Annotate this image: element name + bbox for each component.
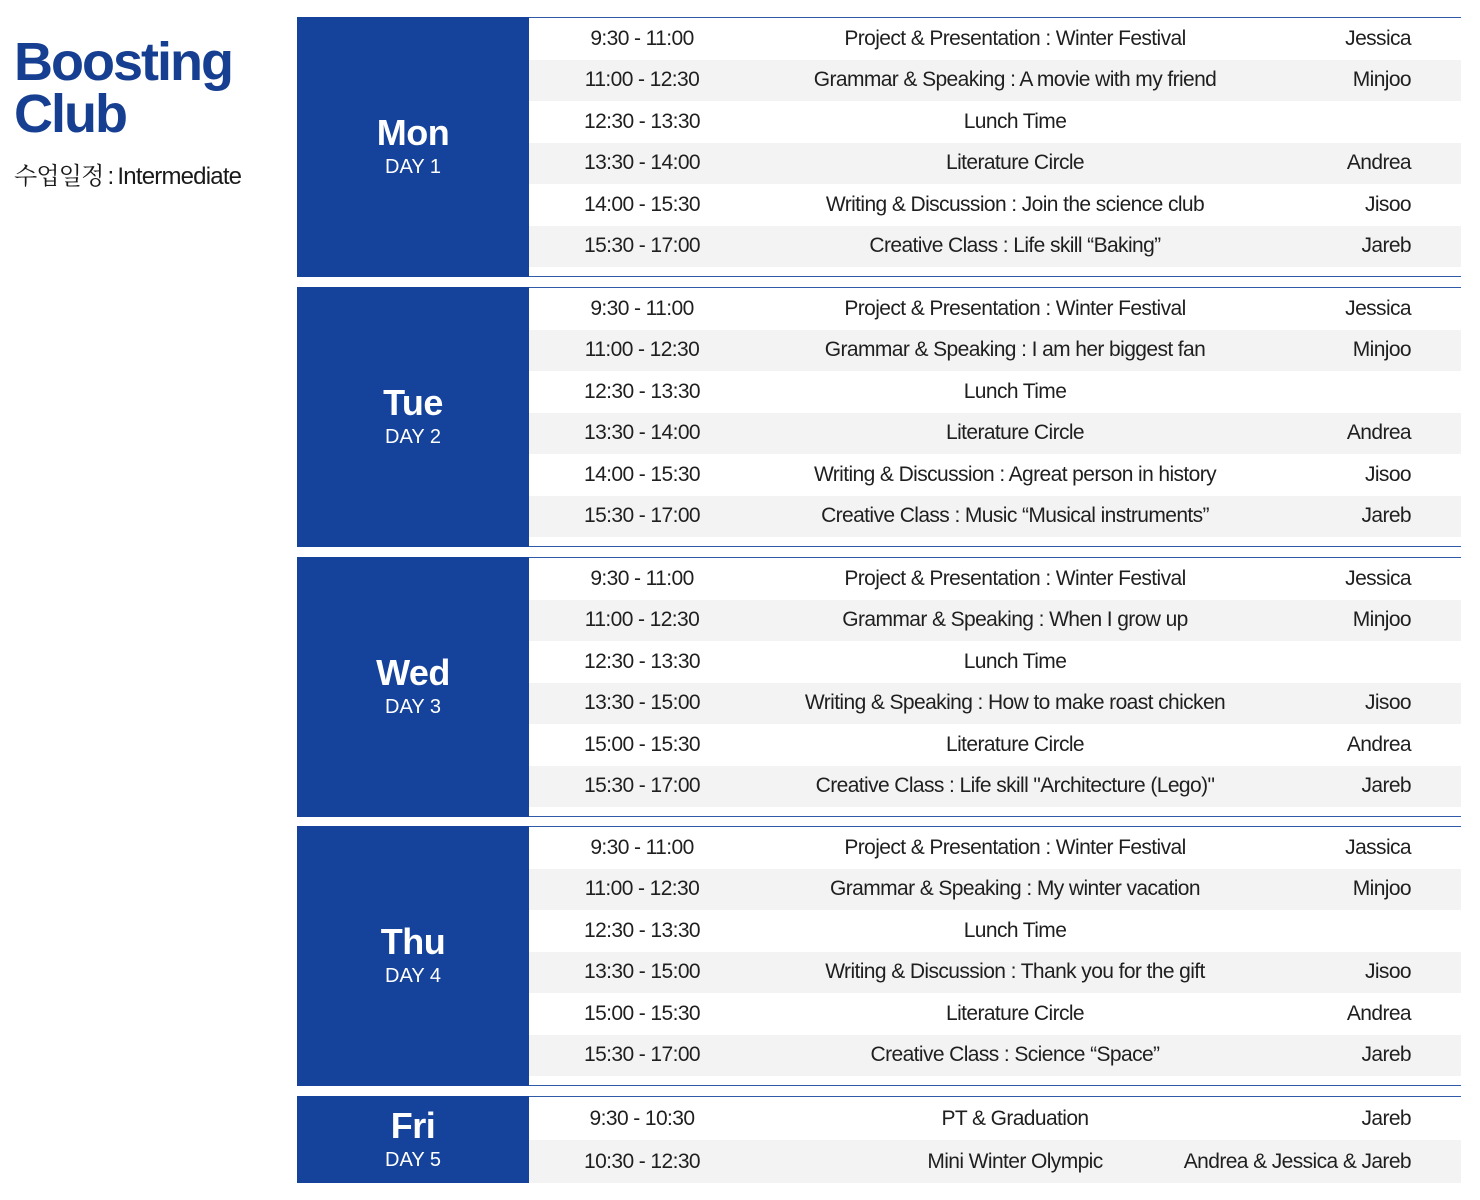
- session-subject: Literature Circle: [945, 151, 1085, 175]
- session-time: 12:30 - 13:30: [584, 379, 700, 403]
- day-block-thu: [297, 826, 1461, 1086]
- day-panel: [297, 1096, 529, 1183]
- day-name: Mon: [376, 112, 450, 153]
- session-subject: Project & Presentation : Winter Festival: [844, 26, 1186, 50]
- session-teacher: Jareb: [1361, 234, 1411, 258]
- session-subject: Literature Circle: [945, 732, 1085, 756]
- session-teacher: Jisoo: [1364, 192, 1411, 216]
- session-teacher: Jessica: [1345, 566, 1411, 590]
- session-teacher: Andrea: [1346, 1001, 1411, 1025]
- page-title: [14, 32, 284, 144]
- session-teacher: Minjoo: [1352, 68, 1411, 92]
- session-subject: Creative Class : Life skill "Architecture (Lego)": [815, 774, 1215, 798]
- session-subject: Lunch Time: [963, 379, 1067, 403]
- session-subject: Writing & Discussion : Thank you for the gift: [825, 960, 1205, 984]
- session-teacher: Jisoo: [1364, 960, 1411, 984]
- session-row: [529, 454, 1461, 496]
- session-list: [529, 826, 1461, 1086]
- session-teacher: Minjoo: [1352, 877, 1411, 901]
- day-block-mon: [297, 17, 1461, 277]
- session-subject: Creative Class : Life skill “Baking”: [869, 234, 1161, 258]
- session-time: 15:30 - 17:00: [584, 234, 700, 258]
- session-teacher: Jareb: [1361, 504, 1411, 528]
- day-block-tue: [297, 287, 1461, 547]
- session-row: [529, 683, 1461, 725]
- session-teacher: Minjoo: [1352, 338, 1411, 362]
- session-teacher: Jassica: [1345, 835, 1411, 859]
- session-teacher: Andrea: [1346, 421, 1411, 445]
- session-row: [529, 371, 1461, 413]
- session-time: 15:30 - 17:00: [584, 1043, 700, 1067]
- session-subject: PT & Graduation: [941, 1106, 1089, 1130]
- session-time: 15:00 - 15:30: [584, 1001, 700, 1025]
- session-subject: Grammar & Speaking : I am her biggest fan: [824, 338, 1206, 362]
- day-number: DAY 5: [385, 1148, 441, 1171]
- session-time: 9:30 - 11:00: [590, 566, 694, 590]
- day-number: DAY 4: [385, 965, 441, 987]
- session-teacher: Andrea: [1346, 732, 1411, 756]
- session-time: 14:00 - 15:30: [584, 462, 700, 486]
- session-list: [529, 17, 1461, 277]
- session-subject: Lunch Time: [963, 109, 1067, 133]
- session-teacher: Jareb: [1361, 1043, 1411, 1067]
- session-time: 9:30 - 11:00: [590, 26, 694, 50]
- session-row: [529, 993, 1461, 1035]
- subtitle-label: 수업일정: [14, 163, 104, 190]
- session-subject: Writing & Discussion : Agreat person in history: [813, 462, 1217, 486]
- session-time: 11:00 - 12:30: [584, 68, 700, 92]
- day-number: DAY 3: [385, 696, 441, 718]
- day-name: Wed: [376, 652, 450, 693]
- session-time: 12:30 - 13:30: [584, 649, 700, 673]
- session-time: 10:30 - 12:30: [584, 1149, 700, 1173]
- session-row: [529, 558, 1461, 600]
- session-time: 13:30 - 14:00: [584, 151, 700, 175]
- session-row: [529, 910, 1461, 952]
- session-time: 11:00 - 12:30: [584, 338, 700, 362]
- session-row: [529, 18, 1461, 60]
- session-subject: Literature Circle: [945, 1001, 1085, 1025]
- session-row: [529, 766, 1461, 808]
- session-row: [529, 226, 1461, 268]
- session-teacher: Andrea & Jessica & Jareb: [1183, 1149, 1411, 1173]
- day-name: Thu: [380, 921, 446, 962]
- session-subject: Grammar & Speaking : A movie with my friend: [813, 68, 1217, 92]
- session-time: 11:00 - 12:30: [584, 877, 700, 901]
- session-row: [529, 496, 1461, 538]
- session-list: [529, 557, 1461, 817]
- session-subject: Mini Winter Olympic: [927, 1149, 1103, 1173]
- day-number: DAY 1: [385, 156, 441, 178]
- session-row: [529, 413, 1461, 455]
- session-time: 13:30 - 14:00: [584, 421, 700, 445]
- session-list: [529, 1096, 1461, 1183]
- session-row: [529, 600, 1461, 642]
- session-time: 13:30 - 15:00: [584, 960, 700, 984]
- session-row: [529, 952, 1461, 994]
- day-number: DAY 2: [385, 426, 441, 448]
- session-teacher: Jisoo: [1364, 691, 1411, 715]
- session-teacher: Minjoo: [1352, 608, 1411, 632]
- session-subject: Creative Class : Music “Musical instruments”: [821, 504, 1209, 528]
- page-header: [14, 32, 284, 191]
- session-list: [529, 287, 1461, 547]
- session-time: 12:30 - 13:30: [584, 918, 700, 942]
- session-time: 9:30 - 10:30: [589, 1106, 695, 1130]
- session-row: [529, 101, 1461, 143]
- session-teacher: [1111, 910, 1411, 952]
- level-subtitle: [14, 156, 284, 191]
- day-name: Tue: [383, 382, 443, 423]
- session-row: [529, 827, 1461, 869]
- session-time: 15:30 - 17:00: [584, 504, 700, 528]
- session-teacher: [1111, 371, 1411, 413]
- session-row: [529, 724, 1461, 766]
- session-time: 14:00 - 15:30: [584, 192, 700, 216]
- session-subject: Project & Presentation : Winter Festival: [844, 296, 1186, 320]
- session-subject: Writing & Speaking : How to make roast chicken: [804, 691, 1226, 715]
- session-teacher: [1111, 641, 1411, 683]
- session-teacher: Jessica: [1345, 26, 1411, 50]
- session-subject: Grammar & Speaking : When I grow up: [842, 608, 1188, 632]
- session-time: 12:30 - 13:30: [584, 109, 700, 133]
- day-block-fri: [297, 1096, 1461, 1183]
- session-teacher: Jisoo: [1364, 462, 1411, 486]
- subtitle-separator: :: [107, 163, 114, 190]
- session-subject: Creative Class : Science “Space”: [870, 1043, 1160, 1067]
- title-line-1: Boosting: [14, 32, 232, 92]
- session-teacher: Jareb: [1361, 774, 1411, 798]
- session-time: 15:30 - 17:00: [584, 774, 700, 798]
- session-time: 9:30 - 11:00: [590, 835, 694, 859]
- session-subject: Literature Circle: [945, 421, 1085, 445]
- session-row: [529, 1035, 1461, 1077]
- session-row: [529, 330, 1461, 372]
- session-subject: Project & Presentation : Winter Festival: [844, 835, 1186, 859]
- subtitle-level: Intermediate: [117, 163, 242, 190]
- day-block-wed: [297, 557, 1461, 817]
- session-time: 11:00 - 12:30: [584, 608, 700, 632]
- session-row: [529, 288, 1461, 330]
- session-time: 13:30 - 15:00: [584, 691, 700, 715]
- session-time: 15:00 - 15:30: [584, 732, 700, 756]
- session-teacher: Jessica: [1345, 296, 1411, 320]
- session-teacher: [1111, 101, 1411, 143]
- day-name: Fri: [390, 1104, 436, 1146]
- session-row: [529, 1140, 1461, 1183]
- session-row: [529, 143, 1461, 185]
- day-panel: [297, 826, 529, 1086]
- session-row: [529, 60, 1461, 102]
- session-subject: Writing & Discussion : Join the science club: [825, 192, 1205, 216]
- session-subject: Project & Presentation : Winter Festival: [844, 566, 1186, 590]
- session-teacher: Andrea: [1346, 151, 1411, 175]
- session-subject: Grammar & Speaking : My winter vacation: [830, 877, 1200, 901]
- session-row: [529, 1097, 1461, 1140]
- session-subject: Lunch Time: [963, 918, 1067, 942]
- session-subject: Lunch Time: [963, 649, 1067, 673]
- session-row: [529, 869, 1461, 911]
- session-row: [529, 641, 1461, 683]
- title-line-2: Club: [14, 84, 126, 144]
- day-panel: [297, 17, 529, 277]
- session-teacher: Jareb: [1361, 1106, 1411, 1130]
- day-panel: [297, 557, 529, 817]
- day-panel: [297, 287, 529, 547]
- session-time: 9:30 - 11:00: [590, 296, 694, 320]
- session-row: [529, 184, 1461, 226]
